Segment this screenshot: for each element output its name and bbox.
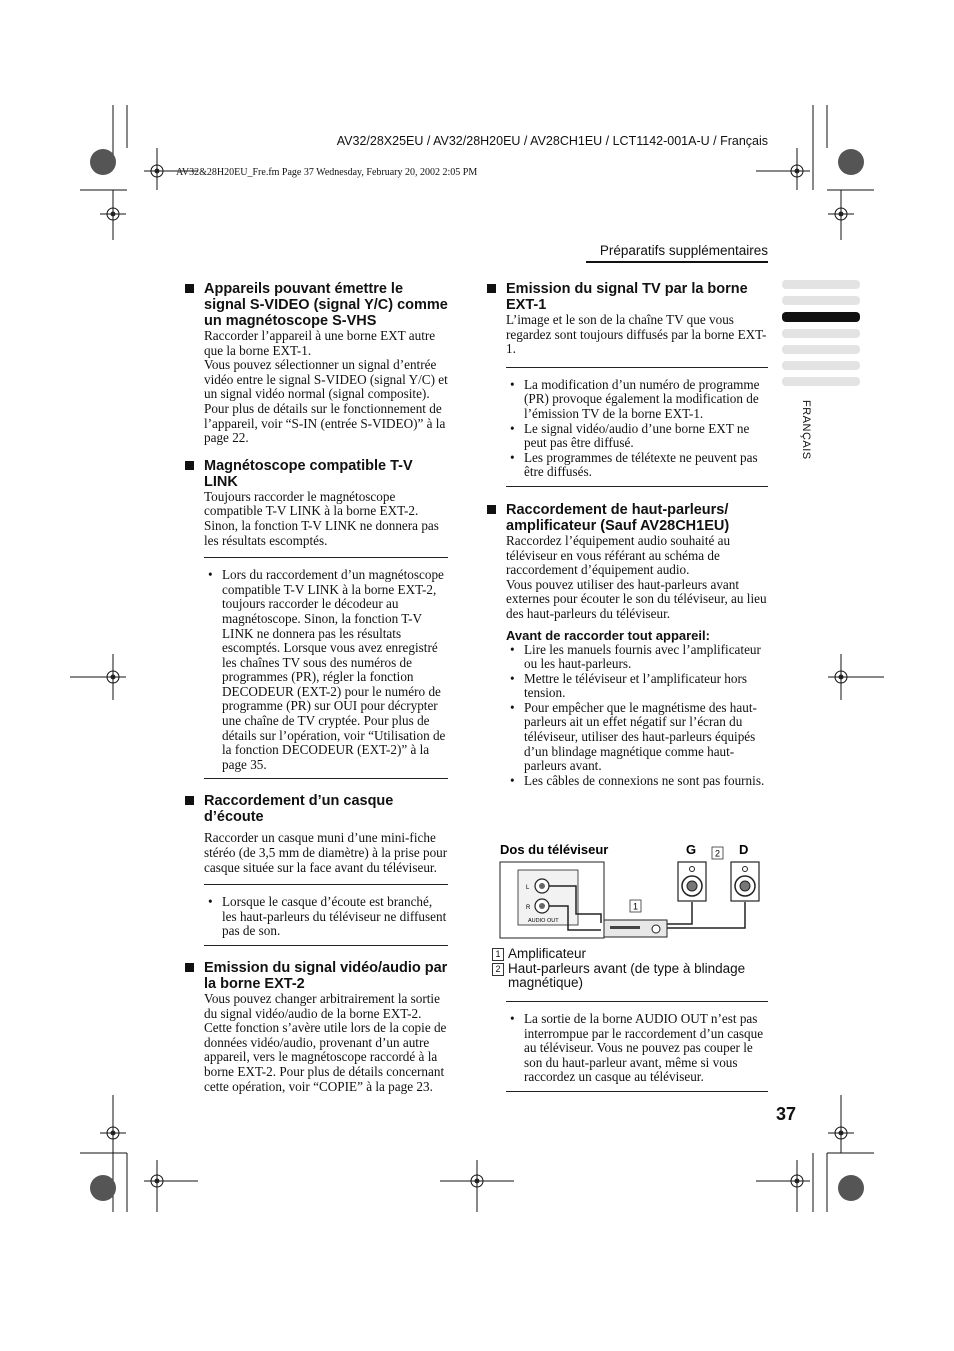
heading-tvlink: Magnétoscope compatible T-V LINK <box>186 458 448 490</box>
sidebar-tab <box>782 345 860 354</box>
note-box <box>204 557 448 779</box>
note-box <box>204 884 448 946</box>
note-item: • La sortie de la borne AUDIO OUT n’est pas interrompue par le raccordement d’un casque au téléviseur. Vous ne pouvez pas couper le son du haut-parleur avant, même si vous raccordez un casque au téléviseur. <box>506 1012 768 1085</box>
note-box-final <box>506 1001 768 1092</box>
legend-item-2 <box>492 962 768 991</box>
sidebar-tab <box>782 377 860 386</box>
page-number: 37 <box>775 1104 796 1124</box>
subheading-before-connecting: Avant de raccorder tout appareil: <box>506 627 710 643</box>
sidebar-tab <box>782 329 860 338</box>
cable <box>667 902 692 924</box>
sidebar-tab <box>782 361 860 370</box>
sidebar-tab-active <box>782 312 860 322</box>
list-item: • Lire les manuels fournis avec l’amplificateur ou les haut-parleurs. <box>506 643 768 672</box>
speaker-center <box>687 881 697 891</box>
note-item: • Lorsque le casque d’écoute est branché, les haut-parleurs du téléviseur ne diffusent pas de son. <box>204 895 448 939</box>
diagram-label-d: D <box>739 842 749 857</box>
connection-diagram <box>496 838 768 944</box>
paragraph: Toujours raccorder le magnétoscope compatible T-V LINK à la borne EXT-2. Sinon, la fonction T-V LINK ne donnera pas les résultats escomptés. <box>204 488 439 548</box>
legend-text-2: Haut-parleurs avant (de type à blindage magnétique) <box>508 960 746 991</box>
legend-text-1: Amplificateur <box>508 946 587 961</box>
sidebar-tab <box>782 280 860 289</box>
callout-2: 2 <box>714 848 721 859</box>
heading-ext1-output: Emission du signal TV par la borne EXT-1 <box>488 281 768 313</box>
header-rule <box>586 261 768 263</box>
paragraph: Vous pouvez utiliser des haut-parleurs avant externes pour écouter le son du téléviseur, au lieu des haut-parleurs du téléviseur. <box>506 576 767 621</box>
legend-item-1 <box>492 947 768 962</box>
left-column <box>186 281 448 1094</box>
right-column <box>488 281 768 788</box>
audio-out-panel <box>518 870 578 925</box>
precaution-list <box>488 643 768 789</box>
paragraph: Vous pouvez changer arbitrairement la sortie du signal vidéo/audio de la borne EXT-2. Cette fonction s’avère utile lors de la copie de données vidéo/audio, provenant d’un autre appareil, vers le magnétoscope raccordé à la borne EXT-2. Pour plus de détails concernant cette opération, voir “COPIE” à la page 23. <box>204 991 447 1094</box>
paragraph: L’image et le son de la chaîne TV que vous regardez sont toujours diffusés par la borne EXT-1. <box>506 312 767 357</box>
heading-ext2-output: Emission du signal vidéo/audio par la borne EXT-2 <box>186 960 448 992</box>
jack-l-center <box>539 883 545 889</box>
list-item: • Mettre le téléviseur et l’amplificateur hors tension. <box>506 672 768 701</box>
diagram-label-back: Dos du téléviseur <box>500 842 609 857</box>
jack-r-label: R <box>526 905 531 911</box>
paragraph: Vous pouvez sélectionner un signal d’entrée vidéo entre le signal S-VIDEO (signal Y/C) et un signal vidéo normal (signal composite). Pour plus de détails sur le fonctionnement de l’appareil, voir “S-IN (entrée S-VIDEO)” à la page 22. <box>204 357 448 446</box>
diagram-legend <box>492 947 768 991</box>
jack-r-center <box>539 903 545 909</box>
list-item: • Les câbles de connexions ne sont pas fournis. <box>506 774 768 789</box>
paragraph: Raccordez l’équipement audio souhaité au téléviseur en vous référant au schéma de raccordement d’équipement audio. <box>506 532 731 578</box>
paragraph: Raccorder un casque muni d’une mini-fiche stéréo (de 3,5 mm de diamètre) à la prise pour casque située sur la face avant du téléviseur. <box>204 830 448 875</box>
header-models: AV32/28X25EU / AV32/28H20EU / AV28CH1EU / LCT1142-001A-U / Français <box>336 134 768 148</box>
section-title: Préparatifs supplémentaires <box>599 243 768 258</box>
note-item: • Lors du raccordement d’un magnétoscope compatible T-V LINK à la borne EXT-2, toujours raccorder le décodeur au magnétoscope. Sinon, la fonction T-V LINK ne donnera pas les résultats escomptés. Lorsque vous avez enregistré les chaînes TV sous des numéros de programmes (PR), régler la fonction DECODEUR (EXT-2) pour le numéro de programme (PR) sur OUI pour décrypter une chaîne de TV cryptée. Pour plus de détails sur l’opération, voir “Utilisation de la fonction DECODEUR (EXT-2)” à la page 35. <box>204 568 448 772</box>
language-label: FRANÇAIS <box>800 400 812 460</box>
jack-l-label: L <box>526 885 530 891</box>
heading-headphones: Raccordement d’un casque d’écoute <box>186 793 448 825</box>
amplifier-display <box>610 926 640 929</box>
note-item: • Le signal vidéo/audio d’une borne EXT ne peut pas être diffusé. <box>506 422 768 451</box>
legend-number-2: 2 <box>492 963 504 976</box>
file-info: AV32&28H20EU_Fre.fm Page 37 Wednesday, February 20, 2002 2:05 PM <box>176 167 478 178</box>
legend-number-1: 1 <box>492 948 504 961</box>
note-item: • La modification d’un numéro de programme (PR) provoque également la modification de l’émission TV de la borne EXT-1. <box>506 378 768 422</box>
amplifier-knob <box>652 925 660 933</box>
heading-speakers: Raccordement de haut-parleurs/ amplificateur (Sauf AV28CH1EU) <box>488 502 768 534</box>
note-item: • Les programmes de télétexte ne peuvent pas être diffusés. <box>506 451 768 480</box>
heading-svideo: Appareils pouvant émettre le signal S-VIDEO (signal Y/C) comme un magnétoscope S-VHS <box>186 281 448 329</box>
sidebar-tab <box>782 296 860 305</box>
speaker-center <box>740 881 750 891</box>
note-box <box>506 367 768 487</box>
paragraph: Raccorder l’appareil à une borne EXT autre que la borne EXT-1. <box>204 328 436 358</box>
diagram-label-g: G <box>686 842 697 857</box>
audio-out-label: AUDIO OUT <box>528 918 559 924</box>
callout-1: 1 <box>632 901 639 912</box>
list-item: • Pour empêcher que le magnétisme des haut-parleurs ait un effet négatif sur l’écran du téléviseur, utiliser des haut-parleurs équipés d’un blindage magnétique comme haut-parleurs avant. <box>506 701 768 774</box>
